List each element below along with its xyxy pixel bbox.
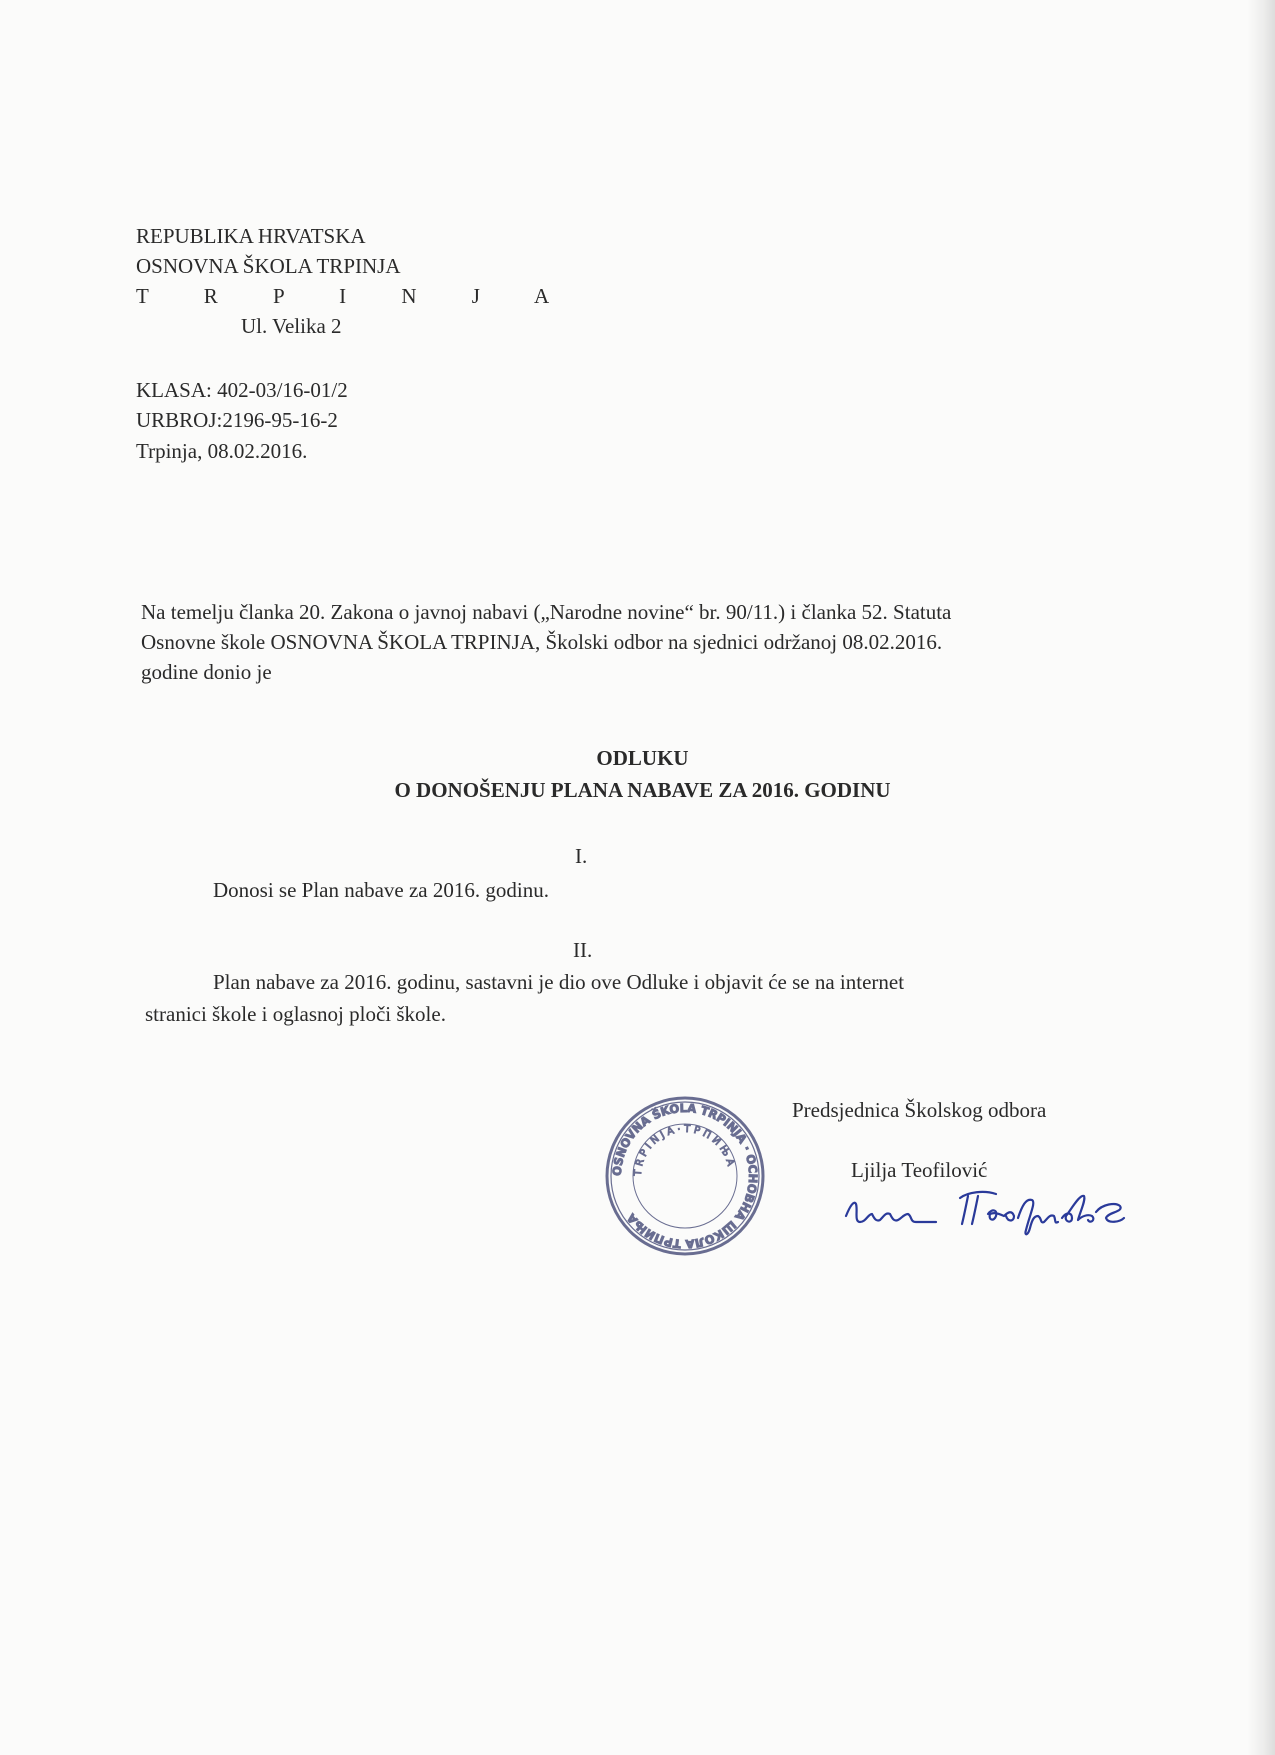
svg-text:OSNOVNA ŠKOLA TRPINJA · ОСНОВН	[610, 1101, 760, 1251]
article-1-text: Donosi se Plan nabave za 2016. godinu.	[213, 878, 549, 902]
decision-subtitle: O DONOŠENJU PLANA NABAVE ZA 2016. GODINU	[394, 778, 891, 802]
preamble-line-1: Na temelju članka 20. Zakona o javnoj nabavi („Narodne novine“ br. 90/11.) i članka 52. Statuta	[141, 600, 952, 624]
decision-title: ODLUKU	[596, 746, 689, 770]
header-address: Ul. Velika 2	[241, 314, 342, 338]
header-country: REPUBLIKA HRVATSKA	[136, 224, 366, 248]
header-school: OSNOVNA ŠKOLA TRPINJA	[136, 254, 401, 278]
place-date: Trpinja, 08.02.2016.	[136, 439, 308, 463]
article-2-text-line-2: stranici škole i oglasnoj ploči škole.	[145, 1002, 446, 1026]
klasa: KLASA: 402-03/16-01/2	[136, 378, 348, 402]
seal-outer-text: OSNOVNA ŠKOLA TRPINJA · ОСНОВНА ШКОЛА ТРПИЊА	[609, 1100, 761, 1252]
article-2-text-line-1: Plan nabave za 2016. godinu, sastavni je dio ove Odluke i objavit će se na internet	[213, 970, 905, 994]
preamble-line-2: Osnovne škole OSNOVNA ŠKOLA TRPINJA, Školski odbor na sjednici održanoj 08.02.2016.	[141, 630, 943, 654]
article-2-number: II.	[573, 938, 593, 962]
seal-inner-text: T R P I N J A · Т Р П И Њ А	[632, 1123, 736, 1177]
preamble-line-3: godine donio je	[141, 660, 272, 684]
article-1-number: I.	[575, 844, 588, 868]
header-town: T R P I N J A	[136, 284, 575, 308]
scan-shadow-edge	[1247, 0, 1275, 1755]
signatory-role: Predsjednica Školskog odbora	[792, 1098, 1047, 1122]
signatory-name: Ljilja Teofilović	[851, 1158, 988, 1182]
official-seal-icon	[604, 1095, 766, 1257]
svg-text:T R P I N J A · Т Р П И Њ А	[633, 1124, 736, 1177]
urbroj: URBROJ:2196-95-16-2	[136, 408, 338, 432]
handwritten-signature-icon	[840, 1178, 1130, 1242]
